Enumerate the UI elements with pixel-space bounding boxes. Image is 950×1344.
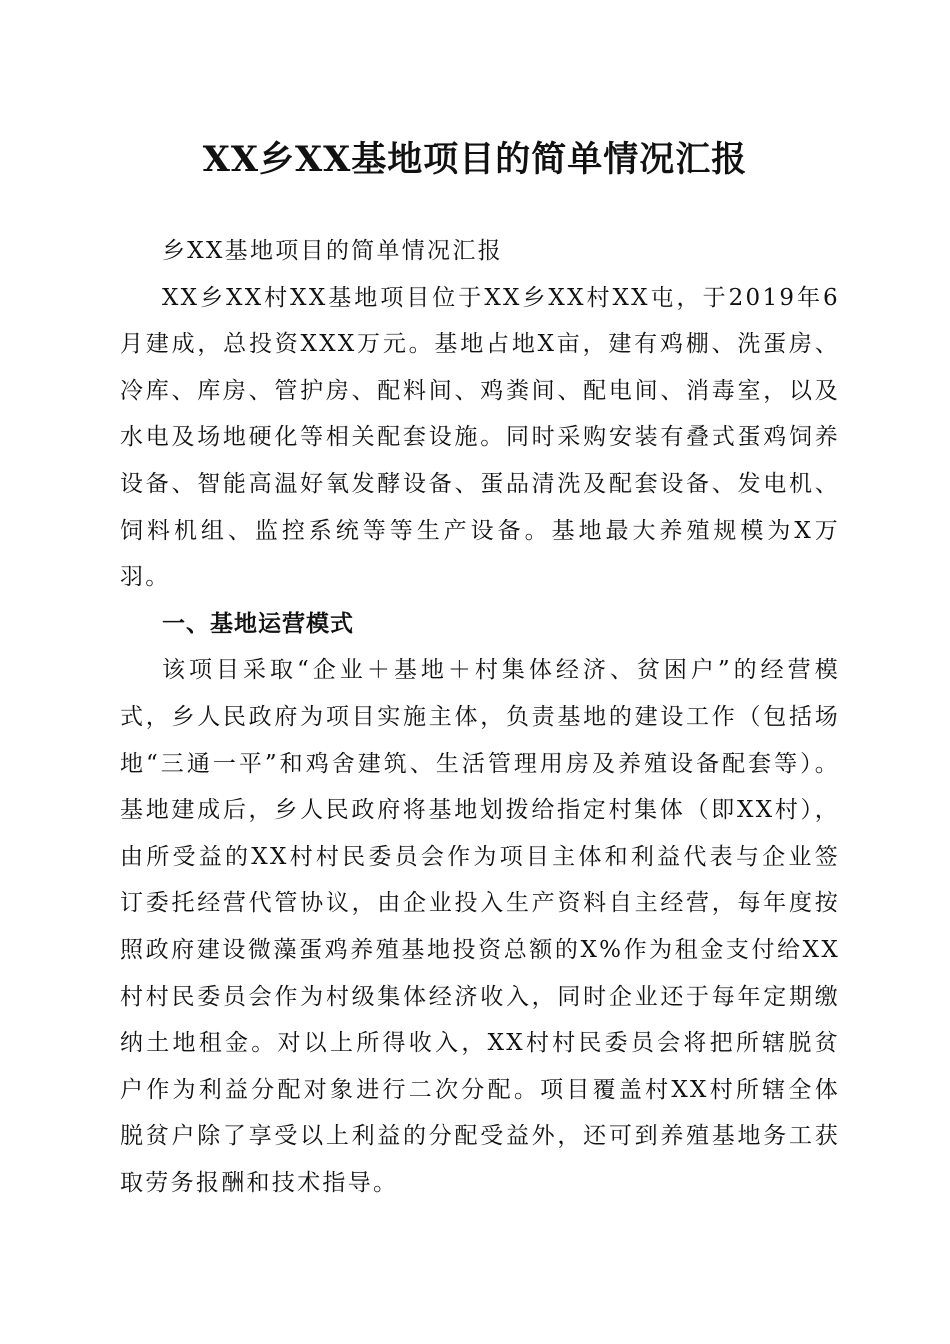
document-title: XX乡XX基地项目的简单情况汇报 bbox=[202, 139, 748, 180]
intro-paragraph: XX乡XX村XX基地项目位于XX乡XX村XX屯，于2019年6月建成，总投资XXX万元。基地占地X亩，建有鸡棚、洗蛋房、冷库、库房、管护房、配料间、鸡粪间、配电间、消毒室，以及水电及场地硬化等相关配套设施。同时采购安装有叠式蛋鸡饲养设备、智能高温好氧发酵设备、蛋品清洗及配套设备、发电机、饲料机组、监控系统等等生产设备。基地最大养殖规模为X万羽。 bbox=[120, 284, 840, 591]
operation-mode-paragraph: 该项目采取“企业＋基地＋村集体经济、贫困户”的经营模式，乡人民政府为项目实施主体，负责基地的建设工作（包括场地“三通一平”和鸡舍建筑、生活管理用房及养殖设备配套等）。基地建成后，乡人民政府将基地划拨给指定村集体（即XX村），由所受益的XX村村民委员会作为项目主体和利益代表与企业签订委托经营代管协议，由企业投入生产资料自主经营，每年度按照政府建设微藻蛋鸡养殖基地投资总额的X%作为租金支付给XX村村民委员会作为村级集体经济收入，同时企业还于每年定期缴纳土地租金。对以上所得收入，XX村村民委员会将把所辖脱贫户作为利益分配对象进行二次分配。项目覆盖村XX村所辖全体脱贫户除了享受以上利益的分配受益外，还可到养殖基地务工获取劳务报酬和技术指导。 bbox=[120, 657, 840, 1196]
subtitle-paragraph: 乡XX基地项目的简单情况汇报 bbox=[162, 238, 503, 264]
document-body bbox=[120, 228, 840, 1206]
section-heading-operation-mode: 一、基地运营模式 bbox=[162, 610, 354, 637]
